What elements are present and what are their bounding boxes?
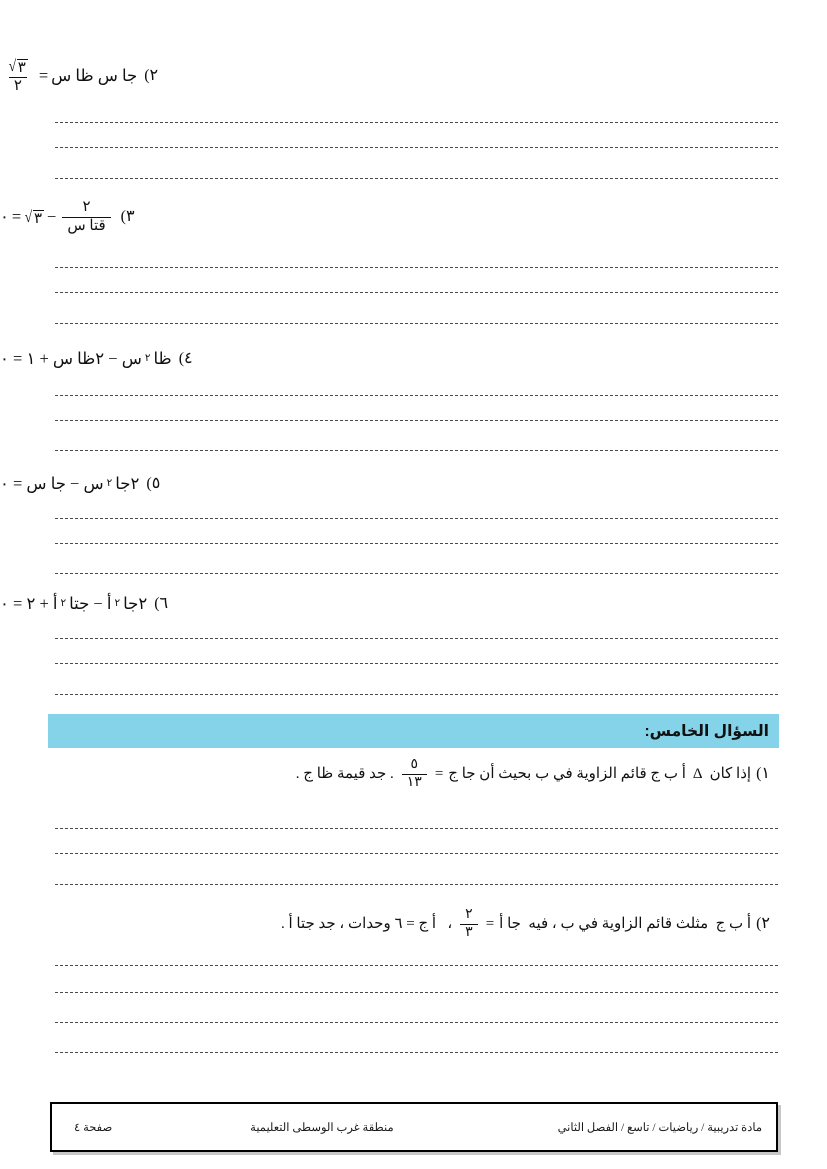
equation-expression <box>0 200 114 235</box>
answer-rule <box>55 1052 778 1053</box>
fraction-denominator: قتا س <box>62 217 110 235</box>
answer-rule <box>55 178 778 179</box>
radical-value: ٣ <box>33 210 43 227</box>
question-text-part-2: ، أ ج = ٦ وحدات ، جد جتا أ . <box>281 915 453 932</box>
answer-rule <box>55 395 778 396</box>
answer-rule <box>55 992 778 993</box>
question-number: ٢) <box>756 914 770 932</box>
term-rest: أ + ٢ = ٠ <box>0 594 58 613</box>
section-question-1 <box>296 758 770 790</box>
equation-item-3 <box>0 200 827 235</box>
answer-rule <box>55 420 778 421</box>
equation-lhs: جا س ظا س <box>51 65 138 85</box>
answer-rule <box>55 267 778 268</box>
answer-rule <box>55 828 778 829</box>
question-text-part-1: أ ب ج مثلث قائم الزاوية في ب ، فيه جا أ <box>499 915 752 932</box>
fraction-numerator: ٢ <box>82 199 91 215</box>
answer-rule <box>55 663 778 664</box>
equation-item-2 <box>0 57 827 95</box>
equation-item-4 <box>0 350 827 368</box>
equation-number: ٦) <box>154 595 169 613</box>
radical-value: ٣ <box>17 60 26 76</box>
equation-item-5 <box>0 475 827 493</box>
answer-rule <box>55 1022 778 1023</box>
term-rest: س − ٢ظا س + ١ = ٠ <box>0 349 142 368</box>
fraction-numerator: ٥ <box>410 757 419 772</box>
section-title: السؤال الخامس: <box>644 722 769 740</box>
equation-expression: ظا ٢ س − ٢ظا س + ١ = ٠ <box>0 349 172 368</box>
answer-rule <box>55 292 778 293</box>
answer-rule <box>55 518 778 519</box>
radical-group <box>24 208 44 227</box>
footer-content <box>52 1104 776 1150</box>
equation-row <box>0 475 827 493</box>
question-number: ١) <box>756 764 770 782</box>
fraction-denominator: ١٣ <box>402 774 427 791</box>
term-middle: أ − جتا <box>69 594 112 613</box>
fraction <box>460 908 478 940</box>
equation-number: ٥) <box>146 475 161 493</box>
answer-rule <box>55 884 778 885</box>
equation-row <box>0 57 827 95</box>
question-text-part-3: . جد قيمة ظا ج . <box>295 765 394 782</box>
equation-number: ٢) <box>144 67 159 85</box>
answer-rule <box>55 147 778 148</box>
fraction <box>402 758 427 790</box>
question-text-part-1: إذا كان <box>709 765 752 782</box>
question-text-part-2: أ ب ج قائم الزاوية في ب بحيث أن جا ج <box>448 765 686 782</box>
term-rest: س − جا س = ٠ <box>0 474 104 493</box>
equation-rhs: ٠ <box>0 207 9 227</box>
fraction-numerator <box>3 57 33 77</box>
minus-operator: − <box>47 207 57 227</box>
equals-sign: = <box>11 207 22 227</box>
fraction-denominator: ٣ <box>460 924 478 941</box>
fraction-numerator: ٢ <box>465 907 473 922</box>
radical-group <box>8 57 28 76</box>
equation-expression: ٢جا ٢ س − جا س = ٠ <box>0 474 140 493</box>
equation-number: ٤) <box>178 350 193 368</box>
equals-sign: = <box>38 65 49 85</box>
answer-rule <box>55 965 778 966</box>
fraction <box>3 57 33 95</box>
page-footer <box>50 1102 778 1152</box>
fraction <box>62 200 110 235</box>
answer-rule <box>55 694 778 695</box>
term-base: ٢جا <box>115 474 140 493</box>
answer-rule <box>55 853 778 854</box>
section-header-band <box>48 714 779 748</box>
footer-subject-info: مادة تدريبية / رياضيات / تاسع / الفصل الثاني <box>557 1122 762 1134</box>
equation-number: ٣) <box>120 208 135 226</box>
answer-rule <box>55 573 778 574</box>
section-question-2 <box>281 908 770 940</box>
answer-rule <box>55 450 778 451</box>
answer-rule <box>55 638 778 639</box>
footer-page-number: صفحة ٤ <box>74 1122 113 1134</box>
footer-region-name: منطقة غرب الوسطى التعليمية <box>250 1122 394 1134</box>
equals-sign: = <box>434 765 444 782</box>
equation-row <box>0 200 827 235</box>
answer-rule <box>55 122 778 123</box>
equals-sign: = <box>485 915 495 932</box>
radical-sign: √ <box>8 58 17 75</box>
equation-row <box>0 350 827 368</box>
answer-rule <box>55 323 778 324</box>
equation-item-6 <box>0 595 827 613</box>
fraction-denominator: ٢ <box>9 77 27 95</box>
equation-row <box>0 595 827 613</box>
term-base: ٢جا <box>123 594 148 613</box>
radical-sign: √ <box>24 208 33 226</box>
triangle-icon: Δ <box>692 765 703 782</box>
answer-rule <box>55 543 778 544</box>
equation-expression: ٢جا ٢ أ − جتا ٢ أ + ٢ = ٠ <box>0 594 148 613</box>
equation-expression <box>0 57 137 95</box>
term-base: ظا <box>153 349 172 368</box>
